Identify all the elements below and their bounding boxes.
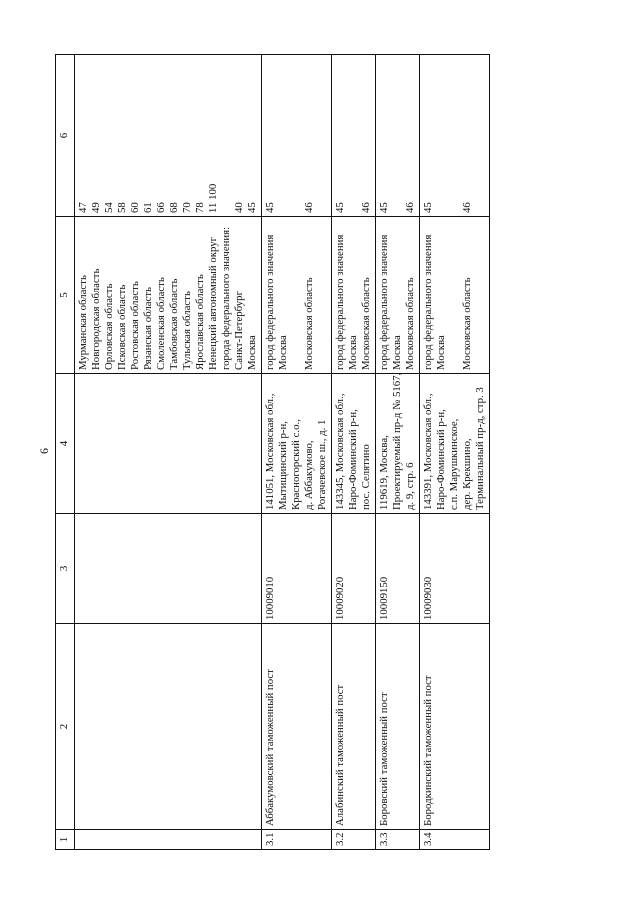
customs-post-code: 10009150 <box>376 514 420 624</box>
region-code: 58 <box>116 202 128 213</box>
header-col-1: 1 <box>56 830 75 850</box>
region-name: Ненецкий автономный округ <box>207 236 219 370</box>
region-code-list: 45 46 <box>262 55 332 217</box>
table-row <box>262 55 332 850</box>
region-list: город федерального значения Москва Московская область <box>332 217 376 374</box>
table-row <box>376 55 420 850</box>
region-name: Мурманская область <box>77 275 89 370</box>
region-code: 47 <box>77 202 89 213</box>
header-col-6: 6 <box>56 55 75 217</box>
customs-posts-table <box>55 54 490 850</box>
region-code: 66 <box>155 202 167 213</box>
region-code-list: 45 46 <box>332 55 376 217</box>
region-list <box>75 217 262 374</box>
customs-post-name: Боровский таможенный пост <box>376 624 420 830</box>
region-code: 70 <box>181 202 193 213</box>
customs-post-address: 141051, Московская обл., Мытищинский р-н, Красногорский с.о., д. Аббакумово, Рогачевское ш., д. 1 <box>262 374 332 514</box>
customs-post-address: 143391, Московская обл., Наро-Фоминский р-н, с.п. Марушкинское, дер. Крекшино, Терминальный пр-д, стр. 3 <box>420 374 490 514</box>
region-code: 78 <box>194 202 206 213</box>
row-number: 3.4 <box>420 830 490 850</box>
region-name: Ярославская область <box>194 274 206 370</box>
region-name: Рязанская область <box>142 287 154 370</box>
region-code: 40 <box>233 202 245 213</box>
region-code: 54 <box>103 202 115 213</box>
customs-post-code: 10009020 <box>332 514 376 624</box>
region-name: Москва <box>246 335 258 370</box>
region-name: Псковская область <box>116 284 128 370</box>
customs-post-address: 143345, Московская обл., Наро-Фоминский р-н, пос. Селятино <box>332 374 376 514</box>
customs-post-code: 10009010 <box>262 514 332 624</box>
region-name: города федерального значения: <box>220 226 232 370</box>
table-row <box>420 55 490 850</box>
region-name: Санкт-Петербург <box>233 291 245 370</box>
region-code: 45 <box>246 202 258 213</box>
region-list: город федерального значения Москва Московская область <box>262 217 332 374</box>
region-code: 68 <box>168 202 180 213</box>
header-col-3: 3 <box>56 514 75 624</box>
region-code: 49 <box>90 202 102 213</box>
page-number: 6 <box>37 448 51 454</box>
document-table-rotated <box>55 55 625 850</box>
customs-post-code: 10009030 <box>420 514 490 624</box>
customs-post-name: Алабинский таможенный пост <box>332 624 376 830</box>
customs-post-address: 119619, Москва, Проектируемый пр-д № 5167, д. 9, стр. 6 <box>376 374 420 514</box>
header-col-4: 4 <box>56 374 75 514</box>
region-code-list: 45 46 <box>376 55 420 217</box>
table-header-row <box>56 55 75 850</box>
region-name: Тамбовская область <box>168 278 180 370</box>
header-col-2: 2 <box>56 624 75 830</box>
region-code: 60 <box>129 202 141 213</box>
customs-post-name: Бородкинский таможенный пост <box>420 624 490 830</box>
row-number: 3.1 <box>262 830 332 850</box>
region-name: Смоленская область <box>155 277 167 370</box>
region-list: город федерального значения Москва Московская область <box>420 217 490 374</box>
row-number: 3.2 <box>332 830 376 850</box>
region-code-list <box>75 55 262 217</box>
region-name: Ростовская область <box>129 281 141 370</box>
region-name: Орловская область <box>103 283 115 370</box>
header-col-5: 5 <box>56 217 75 374</box>
region-name: Тульская область <box>181 291 193 370</box>
region-code-list: 45 46 <box>420 55 490 217</box>
table-row-continuation <box>75 55 262 850</box>
region-list: город федерального значения Москва Московская область <box>376 217 420 374</box>
region-code: 61 <box>142 202 154 213</box>
table-row <box>332 55 376 850</box>
region-name: Новгородская область <box>90 268 102 370</box>
region-code: 11 100 <box>207 183 219 213</box>
row-number: 3.3 <box>376 830 420 850</box>
customs-post-name: Аббакумовский таможенный пост <box>262 624 332 830</box>
